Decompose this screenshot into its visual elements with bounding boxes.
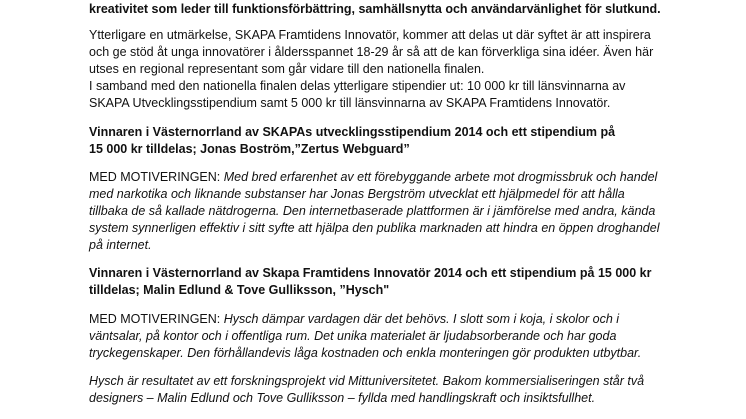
motivation-label: MED MOTIVERINGEN: <box>89 170 224 184</box>
winner1-heading-line: Vinnaren i Västernorrland av SKAPAs utvecklingsstipendium 2014 och ett stipendium på <box>89 125 616 139</box>
hysch-research-line: Hysch är resultatet av ett forskningsprojekt vid Mittuniversitetet. Bakom kommersialiseringen står två <box>89 374 645 388</box>
winner1-motivation-line: på internet. <box>89 238 152 252</box>
winner1-motivation-line: tillbaka de så kallade nätdrogerna. Den internetbaserade plattformen är i jämförelse med andra, kända <box>89 204 656 218</box>
winner1-motivation-first-line <box>89 169 657 186</box>
intro-tail: kreativitet som leder till funktionsförbättring, samhällsnytta och användarvänlighet för slutkund. <box>89 2 661 16</box>
motivation-text: Hysch dämpar vardagen där det behövs. I slott som i koja, i skolor och i <box>223 312 620 326</box>
innovator-paragraph-line: SKAPA Utvecklingsstipendium samt 5 000 kr till länsvinnarna av SKAPA Framtidens Innovatör. <box>89 96 611 110</box>
winner2-motivation-line: tryckegenskaper. Den förhållandevis låga kostnaden och enkla monteringen gör produkten utbytbar. <box>89 346 642 360</box>
motivation-text: Med bred erfarenhet av ett förebyggande arbete mot drogmissbruk och handel <box>223 170 658 184</box>
winner2-motivation-first-line <box>89 311 619 328</box>
innovator-paragraph-line: Ytterligare en utmärkelse, SKAPA Framtidens Innovatör, kommer att delas ut där syftet är att inspirera <box>89 28 651 42</box>
innovator-paragraph-line: I samband med den nationella finalen delas ytterligare stipendier ut: 10 000 kr till länsvinnarna av <box>89 79 626 93</box>
winner1-heading-line: 15 000 kr tilldelas; Jonas Boström,”Zertus Webguard” <box>89 142 410 156</box>
winner1-motivation-line: med narkotika och liknande substanser har Jonas Bergström utvecklat ett hjälpmedel för att hålla <box>89 187 625 201</box>
innovator-paragraph-line: utses en regional representant som går vidare till den nationella finalen. <box>89 62 485 76</box>
winner2-heading-line: tilldelas; Malin Edlund & Tove Gulliksson, ”Hysch" <box>89 283 390 297</box>
winner2-heading-line: Vinnaren i Västernorrland av Skapa Framtidens Innovatör 2014 och ett stipendium på 15 000 kr <box>89 266 652 280</box>
winner2-motivation-line: väntsalar, på kontor och i offentliga rum. Det unika materialet är ljudabsorberande och har goda <box>89 329 617 343</box>
hysch-research-line: designers – Malin Edlund och Tove Gulliksson – fyllda med handlingskraft och insiktsfullhet. <box>89 391 596 405</box>
innovator-paragraph-line: och ge stöd åt unga innovatörer i åldersspannet 18-29 år så att de kan förverkliga sina idéer. Även här <box>89 45 654 59</box>
winner1-motivation-line: system synnerligen effektiv i sitt syfte att hjälpa den publika marknaden att hindra en öppen droghandel <box>89 221 660 235</box>
motivation-label: MED MOTIVERINGEN: <box>89 312 224 326</box>
